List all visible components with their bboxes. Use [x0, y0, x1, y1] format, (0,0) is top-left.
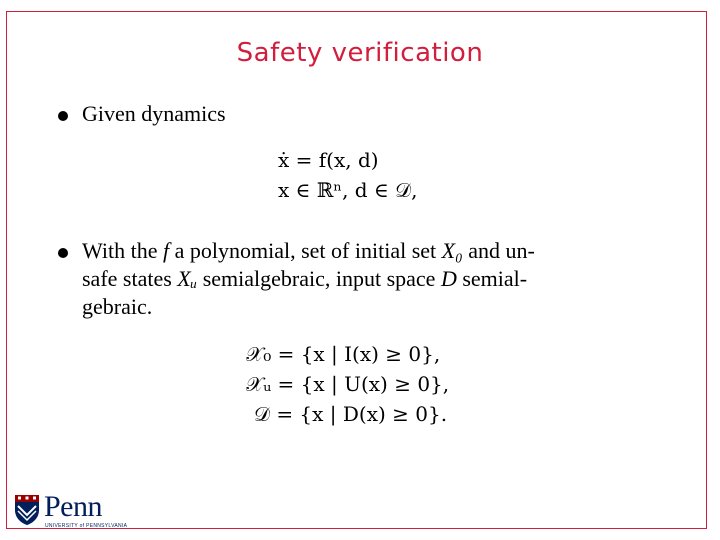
bullet-marker-2 [58, 248, 68, 258]
equation-domain: x ∈ ℝⁿ, d ∈ 𝒟, [278, 178, 418, 202]
symbol-x0: X₀ [441, 238, 463, 263]
equation-input-space: 𝒟 = {x | D(x) ≥ 0}. [254, 402, 448, 426]
text-semialgebraic-input: semialgebraic, input space [202, 266, 436, 291]
equation-dynamics: ẋ = f(x, d) [278, 148, 379, 172]
penn-shield-icon [14, 494, 40, 526]
text-semial: semial- [462, 266, 528, 291]
set-definitions [246, 342, 449, 432]
text-and-un: and un- [468, 238, 535, 263]
penn-wordmark: Penn [44, 490, 102, 523]
penn-logo [14, 490, 128, 530]
equation-unsafe-set: 𝒳ᵤ = {x | U(x) ≥ 0}, [246, 372, 450, 396]
symbol-f: f [163, 238, 170, 263]
symbol-xu: Xᵤ [177, 266, 198, 291]
bullet-text-problem-setup [82, 237, 642, 321]
bullet-marker-1 [58, 111, 68, 121]
equation-initial-set: 𝒳₀ = {x | I(x) ≥ 0}, [246, 342, 441, 366]
dynamics-equations [278, 148, 417, 208]
penn-subtitle: UNIVERSITY of PENNSYLVANIA [45, 523, 128, 529]
text-gebraic: gebraic. [82, 294, 153, 319]
text-polynomial-initial: a polynomial, set of initial set [174, 238, 437, 263]
bullet-text-given-dynamics: Given dynamics [82, 101, 226, 126]
symbol-d: D [440, 266, 457, 291]
slide-title: Safety verification [236, 38, 484, 68]
text-safe-states: safe states [82, 266, 172, 291]
text-with-the: With the [82, 238, 158, 263]
